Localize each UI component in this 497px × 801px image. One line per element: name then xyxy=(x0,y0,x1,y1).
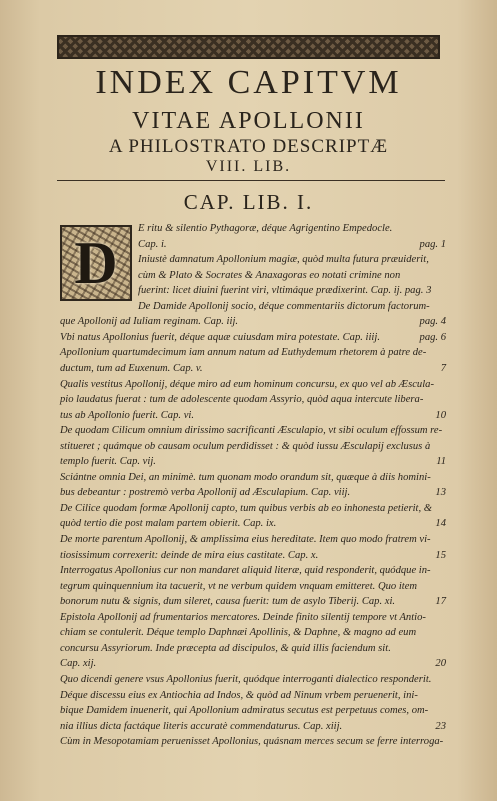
index-entry-line: concursu Assyriorum. Inde præcepta ad discipulos, & quid illis faciendum sit. xyxy=(60,642,391,654)
index-entry-line: Vbi natus Apollonius fuerit, déque aquæ cuiusdam mira potestate. Cap. iiij. xyxy=(60,331,380,343)
index-entry-line: tus ab Apollonio fuerit. Cap. vi. xyxy=(60,409,194,421)
index-entry-line: De quodam Cilicum omnium dirissimo sacrificanti Æsculapio, vt sibi oculum effossum re- xyxy=(60,425,443,437)
index-entry-line: Cùm in Mesopotamiam peruenisset Apollonius, quásnam merces secum se ferre interroga- xyxy=(60,736,444,748)
page-number: 15 xyxy=(435,549,446,561)
index-entry-line: De Cilice quodam formæ Apollonij capto, tum quibus verbis ab eo inhonesta petierit, & xyxy=(60,502,433,514)
index-entry-line: De morte parentum Apollonij, & amplissima eius hereditate. Item quo modo fratrem vi- xyxy=(60,534,431,545)
index-entry-line: tegrum quinquennium ita tacuerit, vt ne verbum quidem vnquam emitteret. Quo item xyxy=(60,580,418,592)
index-entry-line: bus debeantur : postremò verba Apollonij ad Æsculapium. Cap. viij. xyxy=(60,487,351,499)
index-entry-line: tiosissimum correxerit: deinde de mira eius castitate. Cap. x. xyxy=(60,549,319,561)
index-entry-line: fuerint: licet diuini fuerint viri, vltimáque prædixerint. Cap. ij. pag. 3 xyxy=(138,285,432,297)
index-entry-line: Sciántne omnia Dei, an minimè. tum quonam modo orandum sit, quæque à diis homini- xyxy=(60,471,431,483)
page-number: 10 xyxy=(435,409,446,421)
page-number: 14 xyxy=(435,518,446,530)
index-entry-line: De Damide Apollonij socio, déque commentariis dictorum factorum- xyxy=(138,300,430,312)
index-entry-line: cùm & Plato & Socrates & Anaxagoras eo notati crimine non xyxy=(138,269,401,281)
page-number: 23 xyxy=(435,720,446,732)
index-entry-line: chiam se contulerit. Déque templo Daphnæi Apollinis, & Daphne, & magno ad eum xyxy=(60,627,417,639)
index-entry-line: nia illius dicta factáque literis accuratè commendaturus. Cap. xiij. xyxy=(60,720,343,732)
page-number: 13 xyxy=(435,487,446,499)
index-entry-line: Cap. i. xyxy=(138,238,167,250)
author-line: A PHILOSTRATO DESCRIPTÆ xyxy=(108,136,389,157)
title-rule xyxy=(57,180,445,181)
index-entry-line: Déque discessu eius ex Antiochia ad Indos, & quòd ad Ninum vrbem peruenerit, ini- xyxy=(60,689,418,701)
page-number: pag. 4 xyxy=(419,316,446,328)
index-entry-line: Apollonium quartumdecimum iam annum natum ad Euthydemum rhetorem à patre de- xyxy=(60,347,427,359)
index-entry-line: Iniustè damnatum Apollonium magiæ, quòd multa futura præuiderit, xyxy=(138,254,429,266)
index-entry-line: templo fuerit. Cap. vij. xyxy=(60,456,156,468)
index-entry-line: stitueret ; quámque ob causam oculum perdidisset : & quòd iussu Æsculapij exclusus à xyxy=(60,440,431,452)
index-entry-line: Epistola Apollonij ad frumentarios mercatores. Deinde finito silentij tempore vt Antio- xyxy=(60,611,426,623)
index-entry-line: ductum, tum ad Euxenum. Cap. v. xyxy=(60,362,203,374)
page-number: 17 xyxy=(435,596,446,608)
index-entry-line: E ritu & silentio Pythagoræ, déque Agrigentino Empedocle. xyxy=(138,223,393,234)
index-entry-line: Cap. xij. xyxy=(60,658,97,670)
index-entry-line: bonorum nutu & signis, dum sileret, causa fuerit: tum de asylo Tiberij. Cap. xi. xyxy=(60,596,396,608)
index-entry-line: bique Damidem inuenerit, qui Apollonium admiratus secutus est perpetuus comes, om- xyxy=(60,705,429,717)
initial-letter: D xyxy=(74,230,118,296)
decorated-initial xyxy=(60,225,132,301)
header-ornament-band xyxy=(57,35,440,59)
chapter-heading: CAP. LIB. I. xyxy=(183,190,314,214)
index-entry-line: Interrogatus Apollonius cur non mandaret aliquid literæ, quid responderit, quódque in- xyxy=(60,565,431,577)
page-number: 7 xyxy=(440,362,446,374)
work-title: VITAE APOLLONII xyxy=(132,108,365,134)
page-number: 20 xyxy=(435,658,446,670)
index-entry-line: Quo dicendi genere vsus Apollonius fuerit, quódque interroganti dialectico responderit. xyxy=(60,673,432,685)
page-number: pag. 1 xyxy=(419,238,446,250)
index-title: INDEX CAPITVM xyxy=(95,64,402,101)
index-entry-line: quòd tertio die post malam partem obierit. Cap. ix. xyxy=(60,518,277,530)
index-entry-line: Qualis vestitus Apollonij, déque miro ad eum hominum concursu, ex quo vel ab Æscula- xyxy=(60,378,434,390)
index-entry-line: pio laudatus fuerat : tum de adolescente quodam Assyrio, quòd aqua intercute libera- xyxy=(60,394,424,406)
page-number: 11 xyxy=(436,456,446,468)
page-number: pag. 6 xyxy=(419,331,446,343)
books-count: VIII. LIB. xyxy=(205,158,292,175)
index-entry-line: que Apollonij ad Iuliam reginam. Cap. iij. xyxy=(60,316,239,328)
